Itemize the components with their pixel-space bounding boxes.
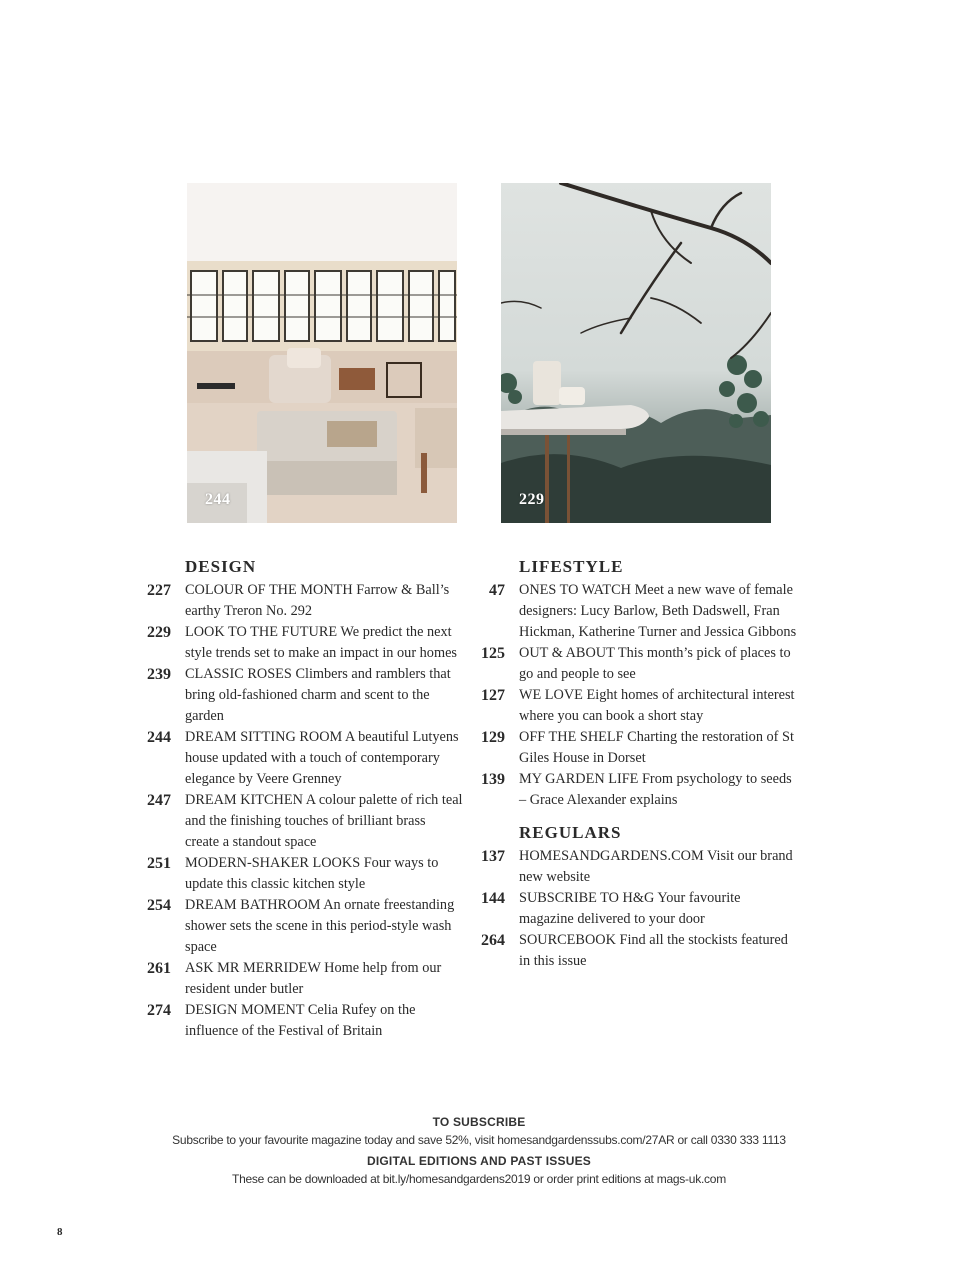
entry-description: DREAM BATHROOM An ornate freestanding shower sets the scene in this period-style wash space — [185, 897, 455, 955]
contents-entry[interactable] — [133, 1000, 463, 1042]
table-mural-image — [501, 183, 771, 523]
entry-page-number: 129 — [481, 729, 505, 746]
contents-entry[interactable] — [467, 930, 797, 972]
entry-page-number: 229 — [147, 624, 171, 641]
contents-entry[interactable] — [467, 888, 797, 930]
entry-page-number: 47 — [489, 582, 505, 599]
digital-editions-heading: DIGITAL EDITIONS AND PAST ISSUES — [367, 1154, 591, 1168]
entry-description: WE LOVE Eight homes of architectural interest where you can book a short stay — [519, 687, 795, 724]
contents-entry[interactable] — [467, 727, 797, 769]
entry-page-number: 137 — [481, 848, 505, 865]
entry-description: OUT & ABOUT This month’s pick of places to go and people to see — [519, 645, 791, 682]
entry-description: OFF THE SHELF Charting the restoration of St Giles House in Dorset — [519, 729, 794, 766]
contents-entry[interactable] — [133, 664, 463, 727]
contents-entry[interactable] — [467, 580, 797, 643]
photo-page-label: 229 — [519, 491, 545, 508]
entry-page-number: 244 — [147, 729, 171, 746]
subscribe-text: Subscribe to your favourite magazine today and save 52%, visit homesandgardenssubs.com/27AR or call 0330 333 1113 — [172, 1133, 786, 1147]
page-number: 8 — [57, 1226, 63, 1238]
entry-description: LOOK TO THE FUTURE We predict the next style trends set to make an impact in our homes — [185, 624, 457, 661]
subscribe-heading: TO SUBSCRIBE — [432, 1115, 526, 1129]
contents-entry[interactable] — [133, 790, 463, 853]
contents-entry[interactable] — [133, 958, 463, 1000]
entry-description: ONES TO WATCH Meet a new wave of female designers: Lucy Barlow, Beth Dadswell, Fran Hickman, Katherine Turner and Jessica Gibbons — [519, 582, 797, 640]
digital-editions-text: These can be downloaded at bit.ly/homesandgardens2019 or order print editions at mags-uk.com — [232, 1172, 726, 1186]
entry-page-number: 254 — [147, 897, 171, 914]
regulars-heading: REGULARS — [519, 823, 622, 842]
lifestyle-regulars-section — [467, 556, 797, 972]
entry-page-number: 144 — [481, 890, 505, 907]
entry-description: MY GARDEN LIFE From psychology to seeds – Grace Alexander explains — [519, 771, 792, 808]
sitting-room-photo — [187, 183, 457, 523]
entry-page-number: 127 — [481, 687, 505, 704]
entry-page-number: 125 — [481, 645, 505, 662]
entry-description: HOMESANDGARDENS.COM Visit our brand new website — [519, 848, 793, 885]
lifestyle-heading: LIFESTYLE — [519, 557, 624, 576]
entry-description: ASK MR MERRIDEW Home help from our resident under butler — [185, 960, 442, 997]
entry-description: MODERN-SHAKER LOOKS Four ways to update this classic kitchen style — [185, 855, 439, 892]
contents-entry[interactable] — [467, 643, 797, 685]
entry-page-number: 274 — [147, 1002, 171, 1019]
entry-page-number: 227 — [147, 582, 171, 599]
entry-page-number: 247 — [147, 792, 171, 809]
entry-page-number: 139 — [481, 771, 505, 788]
entry-page-number: 239 — [147, 666, 171, 683]
entry-page-number: 251 — [147, 855, 171, 872]
section-spacer — [467, 811, 797, 822]
entry-description: CLASSIC ROSES Climbers and ramblers that bring old-fashioned charm and scent to the garden — [185, 666, 451, 724]
entry-description: DREAM KITCHEN A colour palette of rich teal and the finishing touches of brilliant brass create a standout space — [185, 792, 463, 850]
contents-entry[interactable] — [467, 846, 797, 888]
contents-entry[interactable] — [467, 685, 797, 727]
contents-entry[interactable] — [133, 853, 463, 895]
entry-description: SOURCEBOOK Find all the stockists featured in this issue — [519, 932, 788, 969]
entry-page-number: 264 — [481, 932, 505, 949]
photo-page-label: 244 — [205, 491, 231, 508]
design-section — [133, 556, 463, 1042]
contents-entry[interactable] — [133, 580, 463, 622]
contents-entry[interactable] — [133, 895, 463, 958]
table-mural-photo — [501, 183, 771, 523]
entry-description: DREAM SITTING ROOM A beautiful Lutyens house updated with a touch of contemporary elegance by Veere Grenney — [185, 729, 459, 787]
entry-description: COLOUR OF THE MONTH Farrow & Ball’s earthy Treron No. 292 — [185, 582, 450, 619]
contents-entry[interactable] — [133, 727, 463, 790]
design-heading: DESIGN — [185, 557, 257, 576]
contents-entry[interactable] — [467, 769, 797, 811]
entry-page-number: 261 — [147, 960, 171, 977]
sitting-room-image — [187, 183, 457, 523]
contents-entry[interactable] — [133, 622, 463, 664]
entry-description: DESIGN MOMENT Celia Rufey on the influence of the Festival of Britain — [185, 1002, 416, 1039]
entry-description: SUBSCRIBE TO H&G Your favourite magazine delivered to your door — [519, 890, 741, 927]
